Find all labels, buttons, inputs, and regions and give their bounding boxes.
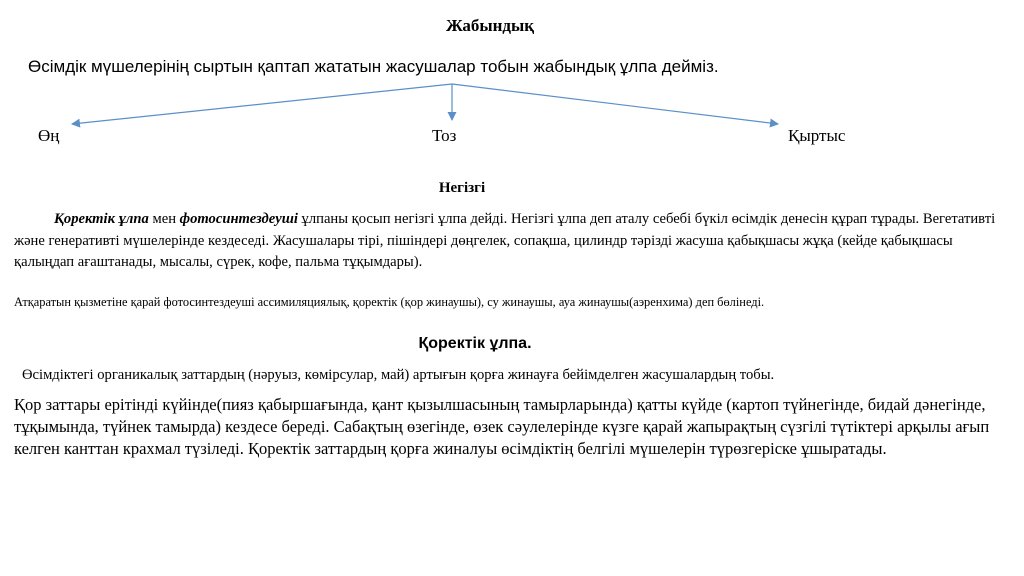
paragraph-rest: ұлпаны қосып негізгі ұлпа дейді. Негізгі ұлпа деп аталу себебі бүкіл өсімдік денесін құрап тұрады. Вегетативті және генеративті мүшелерінде кездеседі. Жасушалары тірі, пішіндері дөңгелек, сопақша, цилиндр тәрізді жасуша қабықшасы жұқа (кейде қабықшасы қалыңдап ағаштанады, мысалы, сүрек, кофе, пальма тұқымдары).	[14, 211, 996, 270]
arrow-right	[452, 84, 778, 124]
title-zhabyndyk: Жабындық	[445, 16, 535, 35]
conj-text: мен	[148, 211, 180, 227]
paragraph-korektik-details: Қор заттары ерітінді күйінде(пияз қабыршағында, қант қызылшасының тамырларында) қатты күйде (картоп түйнегінде, бидай дәнегінде, тұқымында, түйнек тамырда) кездесе береді. Сабақтың өзегінде, өзек сәулелерінде күзге қарай жапырақтың сүзгілі түтіктері арқылы ағып келген канттан крахмал түзіледі. Қоректік заттардың қорға жиналуы өсімдіктің белгілі мүшелерін түрөзгеріске ұшыратады.	[14, 395, 990, 458]
branch-label-qyrtys: Қыртыс	[788, 126, 846, 145]
paragraph-negizgi	[14, 209, 1010, 274]
term-korektik: Қоректік ұлпа	[54, 211, 149, 227]
title-korektik: Қоректік ұлпа.	[418, 335, 532, 352]
branch-label-toz: Тоз	[432, 126, 457, 145]
paragraph-korektik-definition: Өсімдіктегі органикалық заттардың (нәруыз, көмірсулар, май) артығын қорға жинауға бейімделген жасушалардың тобы.	[22, 367, 775, 383]
definition-text: Өсімдік мүшелерінің сыртын қаптап жататын жасушалар тобын жабындық ұлпа дейміз.	[28, 57, 719, 76]
title-negizgi: Негізгі	[438, 180, 486, 196]
arrow-left	[72, 84, 452, 124]
branch-label-on: Өң	[38, 126, 60, 145]
term-fotosintez: фотосинтездеуші	[179, 211, 298, 227]
paragraph-classification: Атқаратын қызметіне қарай фотосинтездеуші ассимиляциялық, қоректік (қор жинаушы), су жинаушы, ауа жинаушы(аэренхима) деп бөлінеді.	[14, 295, 765, 309]
